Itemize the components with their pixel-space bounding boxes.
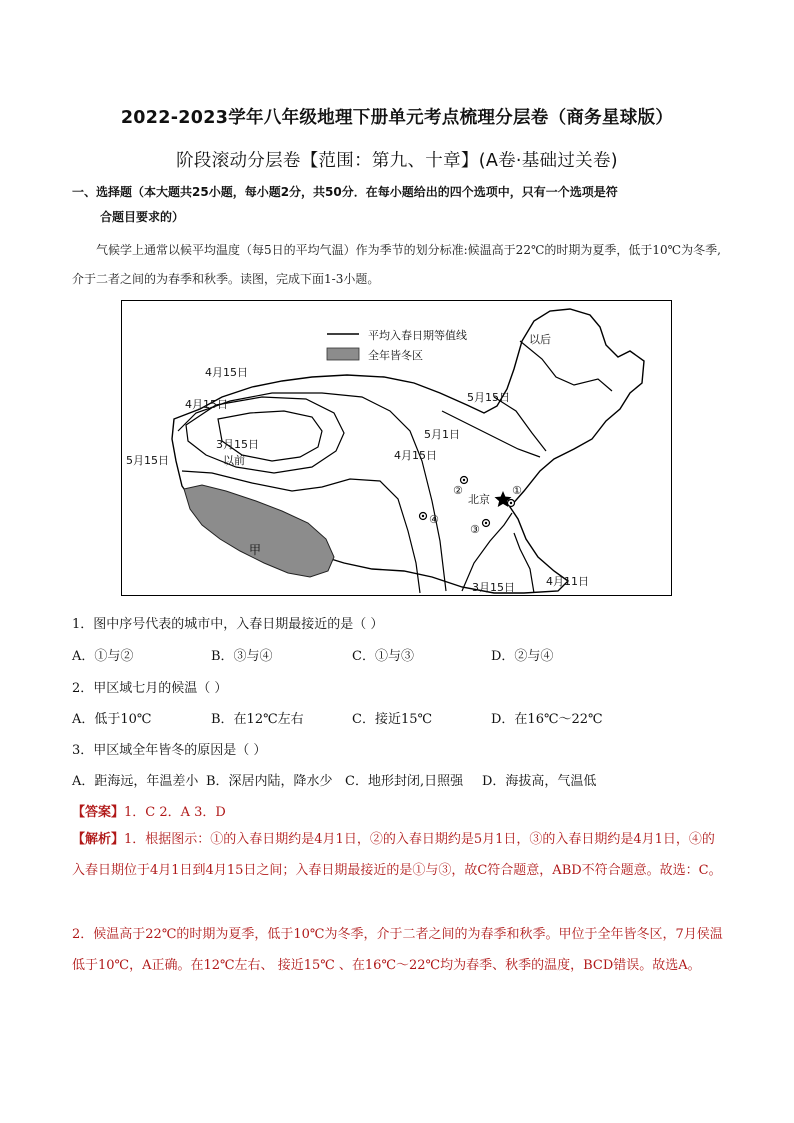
section-heading-line2: 合题目要求的）	[100, 210, 185, 224]
label-may1: 5月1日	[424, 428, 460, 441]
question-2-option-c[interactable]: C．接近15℃	[352, 712, 433, 727]
question-2-stem: 2．甲区域七月的候温（ ）	[72, 681, 228, 696]
analysis-label: 【解析】	[72, 832, 125, 847]
label-circle-3: ③	[470, 523, 480, 536]
label-may15-w: 5月15日	[126, 454, 169, 467]
document-title: 2022-2023学年八年级地理下册单元考点梳理分层卷（商务星球版）	[120, 108, 674, 128]
legend-area-label: 全年皆冬区	[368, 349, 423, 362]
question-3-option-d[interactable]: D．海拔高，气温低	[482, 774, 597, 789]
question-1-stem: 1．图中序号代表的城市中，入春日期最接近的是（ ）	[72, 617, 384, 632]
question-1-option-b[interactable]: B．③与④	[211, 649, 273, 664]
label-apr15-c: 4月15日	[394, 449, 437, 462]
legend-isoline-label: 平均入春日期等值线	[368, 329, 467, 342]
analysis-paragraph-2: 2．候温高于22℃的时期为夏季，低于10℃为冬季，介于二者之间的为春季和秋季。甲位于全年皆冬区，7月侯温低于10℃，A正确。在12℃左右、 接近15℃ 、在16℃～22℃均为春季、秋季的温度，BCD错误。故选A。	[72, 927, 723, 973]
isoline-northeast	[520, 341, 612, 391]
isoline-southeast	[514, 533, 534, 593]
question-3-option-a[interactable]: A．距海远，年温差小	[72, 774, 199, 789]
label-circle-1: ①	[512, 484, 522, 497]
label-apr11: 4月11日	[546, 575, 589, 588]
label-apr15-a: 4月15日	[205, 366, 248, 379]
answer-label: 【答案】	[72, 805, 125, 820]
label-circle-2: ②	[453, 484, 463, 497]
document-subtitle: 阶段滚动分层卷【范围：第九、十章】(A卷·基础过关卷)	[176, 151, 618, 171]
spring-onset-map	[121, 300, 672, 596]
isoline-may15-ne	[494, 397, 546, 451]
answer-line	[72, 801, 226, 820]
answer-text: 1．C 2．A 3．D	[124, 805, 226, 820]
analysis-text-1: 1．根据图示：①的入春日期约是4月1日，②的入春日期约是5月1日，③的入春日期约是4月1日，④的入春日期位于4月1日到4月15日之间；入春日期最接近的是①与③，故C符合题意，ABD不符合题意。故选：C。	[72, 832, 722, 878]
question-3-stem: 3．甲区域全年皆冬的原因是（ ）	[72, 743, 267, 758]
question-3-option-b[interactable]: B．深居内陆，降水少	[206, 774, 333, 789]
question-2-option-d[interactable]: D．在16℃～22℃	[491, 712, 603, 727]
question-2-option-a[interactable]: A．低于10℃	[72, 712, 152, 727]
section-heading	[72, 180, 732, 230]
label-mar15-w: 3月15日	[216, 438, 259, 451]
label-before: 以前	[223, 454, 245, 467]
label-apr15-b: 4月15日	[185, 398, 228, 411]
legend-area-swatch	[327, 348, 359, 360]
question-1-option-a[interactable]: A．①与②	[72, 649, 134, 664]
question-intro: 气候学上通常以候平均温度（每5日的平均气温）作为季节的划分标准:候温高于22℃的时期为夏季，低于10℃为冬季,介于二者之间的为春季和秋季。读图，完成下面1-3小题。	[72, 243, 721, 286]
label-circle-4: ④	[429, 513, 439, 526]
label-mar15-s: 3月15日	[472, 581, 515, 594]
section-heading-line1: 一、选择题（本大题共25小题，每小题2分，共50分．在每小题给出的四个选项中，只有一个选项是符	[72, 185, 618, 199]
question-3-option-c[interactable]: C．地形封闭,日照强	[345, 774, 464, 789]
label-may15-ne: 5月15日	[467, 391, 510, 404]
year-round-winter-area	[184, 485, 334, 577]
label-beijing: 北京	[468, 493, 490, 506]
label-jia: 甲	[249, 543, 262, 557]
label-after: 以后	[529, 333, 551, 346]
question-2-option-b[interactable]: B．在12℃左右	[211, 712, 304, 727]
question-1-option-c[interactable]: C．①与③	[352, 649, 414, 664]
analysis-paragraph-1	[72, 824, 724, 886]
question-1-option-d[interactable]: D．②与④	[491, 649, 554, 664]
